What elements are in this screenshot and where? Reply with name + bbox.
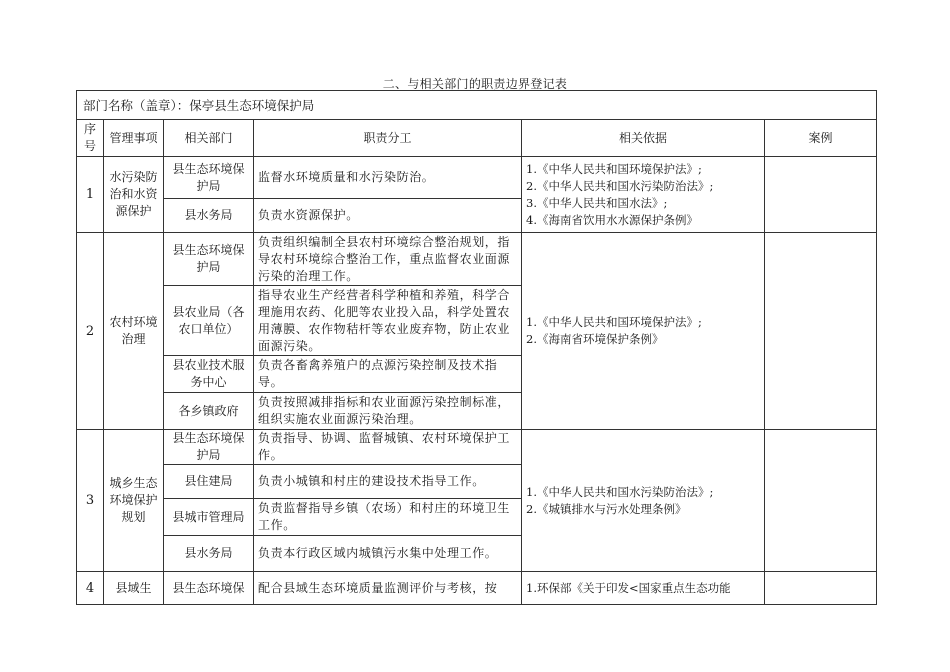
row-dept: 县水务局 bbox=[164, 199, 254, 233]
row-dept: 各乡镇政府 bbox=[164, 393, 254, 430]
header-item: 管理事项 bbox=[104, 120, 164, 157]
row-case bbox=[765, 157, 877, 233]
basis-line: 2.《海南省环境保护条例》 bbox=[526, 332, 664, 346]
row-duty: 负责各畜禽养殖户的点源污染控制及技术指导。 bbox=[254, 356, 522, 393]
row-dept: 县城市管理局 bbox=[164, 499, 254, 536]
row-number: 2 bbox=[77, 233, 104, 430]
row-duty: 负责组织编制全县农村环境综合整治规划，指导农村环境综合整治工作，重点监督农业面源污染的治理工作。 bbox=[254, 233, 522, 286]
table-row bbox=[77, 233, 877, 286]
row-dept: 县住建局 bbox=[164, 465, 254, 499]
header-basis: 相关依据 bbox=[522, 120, 765, 157]
basis-line: 2.《城镇排水与污水处理条例》 bbox=[526, 501, 687, 516]
basis-line: 2.《中华人民共和国水污染防治法》; bbox=[526, 178, 714, 193]
responsibility-table bbox=[76, 90, 877, 605]
row-dept: 县生态环境保 bbox=[164, 572, 254, 605]
row-basis bbox=[522, 233, 765, 430]
table-row bbox=[77, 572, 877, 605]
row-basis bbox=[522, 430, 765, 572]
row-duty: 监督水环境质量和水污染防治。 bbox=[254, 157, 522, 199]
row-duty: 负责监督指导乡镇（农场）和村庄的环境卫生工作。 bbox=[254, 499, 522, 536]
basis-line: 1.环保部《关于印发<国家重点生态功能 bbox=[526, 580, 731, 595]
row-duty: 配合县域生态环境质量监测评价与考核，按 bbox=[254, 572, 522, 605]
row-dept: 县农业局（各农口单位） bbox=[164, 286, 254, 356]
row-dept: 县农业技术服务中心 bbox=[164, 356, 254, 393]
row-dept: 县水务局 bbox=[164, 536, 254, 572]
table-header-row bbox=[77, 120, 877, 157]
row-basis bbox=[522, 572, 765, 605]
header-case: 案例 bbox=[765, 120, 877, 157]
table-row bbox=[77, 157, 877, 199]
row-number: 3 bbox=[77, 430, 104, 572]
row-item: 农村环境治理 bbox=[104, 233, 164, 430]
row-dept: 县生态环境保护局 bbox=[164, 233, 254, 286]
header-no: 序号 bbox=[77, 120, 104, 157]
row-dept: 县生态环境保护局 bbox=[164, 430, 254, 465]
header-dept: 相关部门 bbox=[164, 120, 254, 157]
row-duty: 负责指导、协调、监督城镇、农村环境保护工作。 bbox=[254, 430, 522, 465]
row-number: 1 bbox=[77, 157, 104, 233]
row-case bbox=[765, 572, 877, 605]
row-case bbox=[765, 233, 877, 430]
row-item: 县域生 bbox=[104, 572, 164, 605]
row-case bbox=[765, 430, 877, 572]
row-duty: 指导农业生产经营者科学种植和养殖，科学合理施用农药、化肥等农业投入品，科学处置农用薄膜、农作物秸杆等农业废弃物，防止农业面源污染。 bbox=[254, 286, 522, 356]
row-basis bbox=[522, 157, 765, 233]
basis-line: 1.《中华人民共和国水污染防治法》; bbox=[526, 484, 714, 499]
row-number: 4 bbox=[77, 572, 104, 605]
row-duty: 负责本行政区域内城镇污水集中处理工作。 bbox=[254, 536, 522, 572]
row-duty: 负责水资源保护。 bbox=[254, 199, 522, 233]
row-item: 城乡生态环境保护规划 bbox=[104, 430, 164, 572]
basis-line: 1.《中华人民共和国环境保护法》; bbox=[526, 315, 702, 329]
department-name: 部门名称（盖章）：保亭县生态环境保护局 bbox=[77, 91, 877, 120]
page-title: 二、与相关部门的职责边界登记表 bbox=[382, 77, 568, 91]
header-duty: 职责分工 bbox=[254, 120, 522, 157]
row-duty: 负责按照减排指标和农业面源污染控制标准，组织实施农业面源污染治理。 bbox=[254, 393, 522, 430]
row-dept: 县生态环境保护局 bbox=[164, 157, 254, 199]
table-row bbox=[77, 430, 877, 465]
basis-line: 3.《中华人民共和国水法》; bbox=[526, 195, 668, 210]
row-duty: 负责小城镇和村庄的建设技术指导工作。 bbox=[254, 465, 522, 499]
row-item: 水污染防治和水资源保护 bbox=[104, 157, 164, 233]
basis-line: 1.《中华人民共和国环境保护法》; bbox=[526, 161, 702, 176]
basis-line: 4.《海南省饮用水水源保护条例》 bbox=[526, 212, 698, 227]
